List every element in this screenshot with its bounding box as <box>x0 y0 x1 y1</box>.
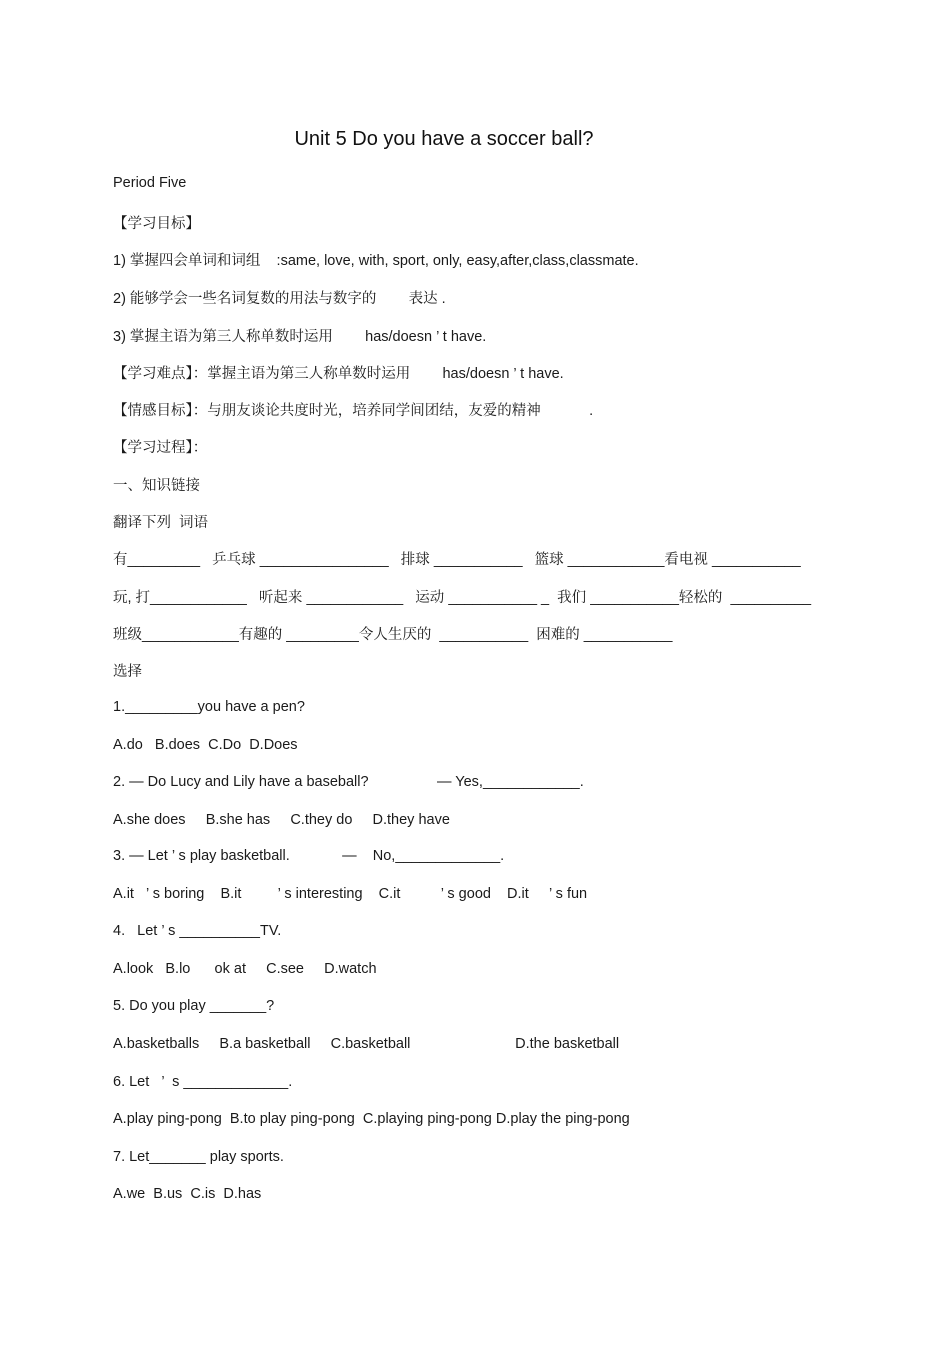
question-6-options: A.play ping-pong B.to play ping-pong C.playing ping-pong D.play the ping-pong <box>113 1111 630 1127</box>
process-heading: 【学习过程】： <box>113 440 208 456</box>
question-1: 1._________you have a pen? <box>113 699 305 715</box>
question-5-options: A.basketballs B.a basketball C.basketball D.the basketball <box>113 1036 620 1052</box>
question-7: 7. Let_______ play sports. <box>113 1149 284 1165</box>
objective-3: 3) 掌握主语为第三人称单数时运用 has/doesn ’ t have. <box>113 329 487 345</box>
question-5: 5. Do you play _______? <box>113 998 275 1014</box>
objective-2: 2) 能够学会一些名词复数的用法与数字的 表达 . <box>113 291 446 307</box>
objectives-heading: 【学习目标】 <box>113 216 200 232</box>
question-6: 6. Let ’ s _____________. <box>113 1074 293 1090</box>
section-heading-knowledge: 一、知识链接 <box>113 478 200 494</box>
vocab-row-2: 玩, 打____________ 听起来 ____________ 运动 ___________ _ 我们 ___________轻松的 __________ <box>113 590 812 606</box>
document-title: Unit 5 Do you have a soccer ball? <box>294 128 594 150</box>
question-2-options: A.she does B.she has C.they do D.they have <box>113 812 450 828</box>
difficulty-line: 【学习难点】：掌握主语为第三人称单数时运用 has/doesn ’ t have. <box>113 366 564 382</box>
question-1-options: A.do B.does C.Do D.Does <box>113 737 298 753</box>
choose-heading: 选择 <box>113 664 142 680</box>
question-2: 2. — Do Lucy and Lily have a baseball? — Yes,____________. <box>113 774 584 790</box>
objective-1: 1) 掌握四会单词和词组 :same, love, with, sport, only, easy,after,class,classmate. <box>113 253 639 269</box>
question-3-options: A.it ’ s boring B.it ’ s interesting C.it ’ s good D.it ’ s fun <box>113 886 588 902</box>
period-label: Period Five <box>113 175 187 191</box>
emotion-goal-line: 【情感目标】：与朋友谈论共度时光，培养同学间团结，友爱的精神 . <box>113 403 594 419</box>
vocab-row-1: 有_________ 乒乓球 ________________ 排球 ___________ 篮球 ____________看电视 ___________ <box>113 552 801 568</box>
question-3: 3. — Let ’ s play basketball. — No,_____________. <box>113 848 505 864</box>
question-7-options: A.we B.us C.is D.has <box>113 1186 262 1202</box>
translate-heading: 翻译下列 词语 <box>113 515 209 531</box>
question-4-options: A.look B.lo ok at C.see D.watch <box>113 961 377 977</box>
question-4: 4. Let ’ s __________TV. <box>113 923 282 939</box>
vocab-row-3: 班级____________有趣的 _________令人生厌的 ___________ 困难的 ___________ <box>113 627 673 643</box>
